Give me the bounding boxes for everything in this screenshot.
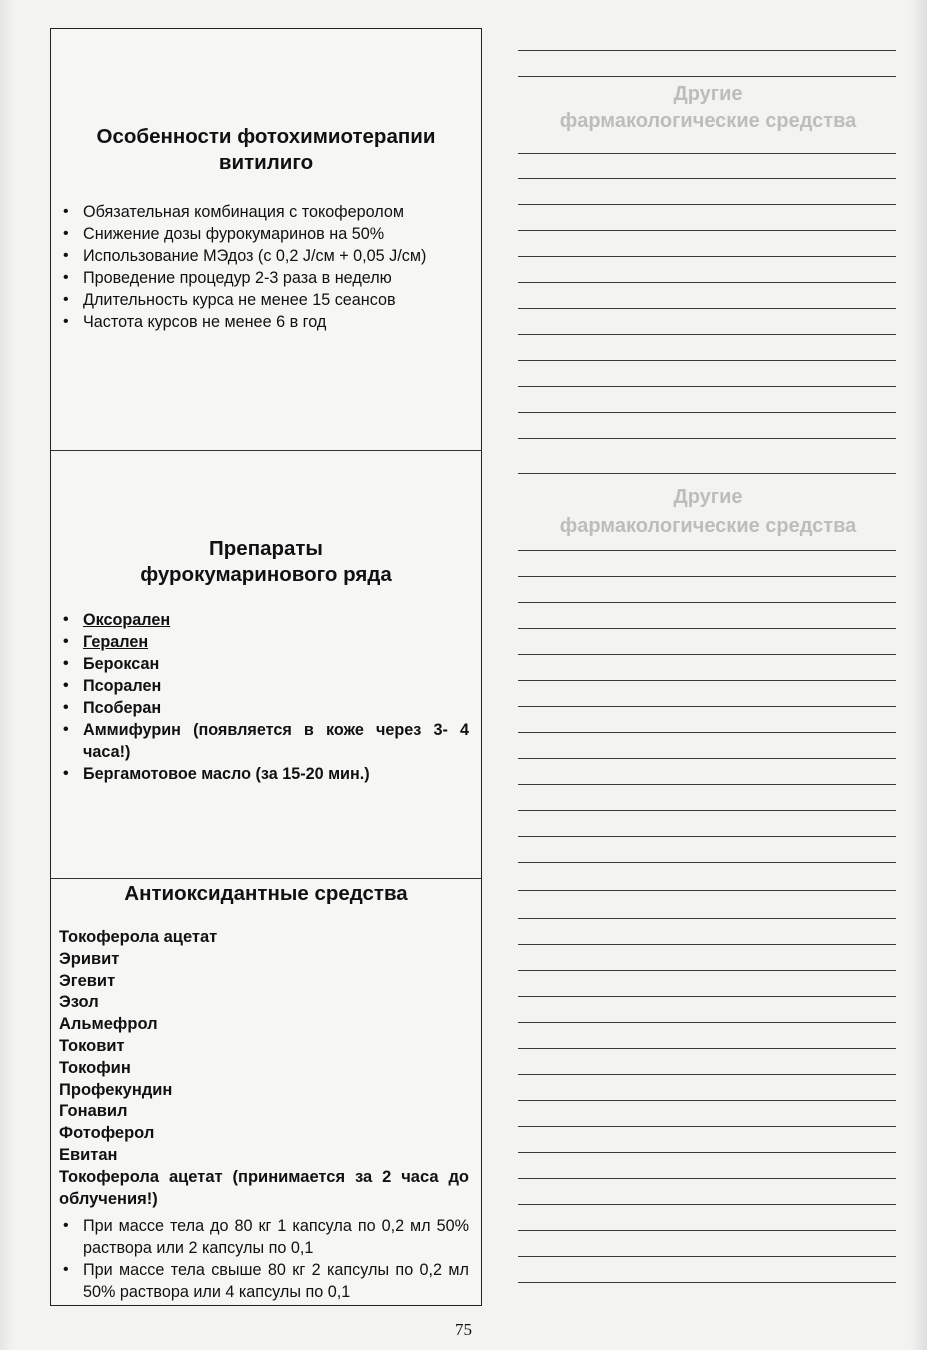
drug-name: Евитан <box>59 1145 118 1164</box>
drug-name: Герален <box>83 633 149 651</box>
right-column-ruled-lines: Другие фармакологические средства Другие фармакологические средства <box>498 28 910 1306</box>
drug-name: Эзол <box>59 993 99 1012</box>
drug-name: Эгевит <box>59 971 116 990</box>
dosage-list <box>59 1215 469 1303</box>
card-vitiligo-photochemotherapy <box>51 29 481 451</box>
list-item: • Псоберан <box>59 697 469 719</box>
list-item: • При массе тела свыше 80 кг 2 капсулы по 0,2 мл 50% раствора или 4 капсулы по 0,1 <box>59 1259 469 1303</box>
card2-list <box>59 609 469 785</box>
card1-list <box>59 201 469 333</box>
list-item: • При массе тела до 80 кг 1 капсула по 0,2 мл 50% раствора или 2 капсулы по 0,1 <box>59 1215 469 1259</box>
drug-name: Оксорален <box>83 611 171 629</box>
list-item <box>59 609 469 631</box>
list-item: • Проведение процедур 2-3 раза в неделю <box>59 267 469 289</box>
list-item: • Частота курсов не менее 6 в год <box>59 311 469 333</box>
drug-name: Токофин <box>59 1058 131 1077</box>
drug-name: Эривит <box>59 949 120 968</box>
list-item: • Использование МЭдоз (с 0,2 J/см + 0,05 J/см) <box>59 245 469 267</box>
drug-name: Альмефрол <box>59 1015 158 1034</box>
card1-title-line2: витилиго <box>218 151 314 174</box>
page-number: 75 <box>455 1320 472 1339</box>
antioxidant-drug-list <box>59 927 469 1210</box>
card2-title-line2: фурокумаринового ряда <box>140 563 392 586</box>
list-item: • Снижение дозы фурокумаринов на 50% <box>59 223 469 245</box>
list-item: • Бероксан <box>59 653 469 675</box>
list-item: • Бергамотовое масло (за 15-20 мин.) <box>59 763 469 785</box>
list-item <box>59 631 469 653</box>
drug-name: Профекундин <box>59 1080 173 1099</box>
card-antioxidants <box>51 879 481 1305</box>
left-column-cards <box>50 28 482 1306</box>
list-item: • Псорален <box>59 675 469 697</box>
drug-name: Токоферола ацетат <box>59 928 218 946</box>
card2-title <box>51 536 481 588</box>
list-item: • Аммифурин (появляется в коже через 3- 4 часа!) <box>59 719 469 763</box>
drug-name: Токовит <box>59 1036 125 1055</box>
drug-name: Фотоферол <box>59 1124 155 1143</box>
list-item: • Обязательная комбинация с токоферолом <box>59 201 469 223</box>
drug-name: Гонавил <box>59 1102 128 1121</box>
card-furocoumarin-drugs <box>51 451 481 879</box>
card1-title-line1: Особенности фотохимиотерапии <box>96 125 436 148</box>
list-item: • Длительность курса не менее 15 сеансов <box>59 289 469 311</box>
drug-name: Токоферола ацетат (принимается за 2 часа до облучения!) <box>59 1167 469 1208</box>
card2-title-line1: Препараты <box>209 537 323 560</box>
card1-title <box>51 124 481 176</box>
card3-title: Антиоксидантные средства <box>124 882 408 905</box>
